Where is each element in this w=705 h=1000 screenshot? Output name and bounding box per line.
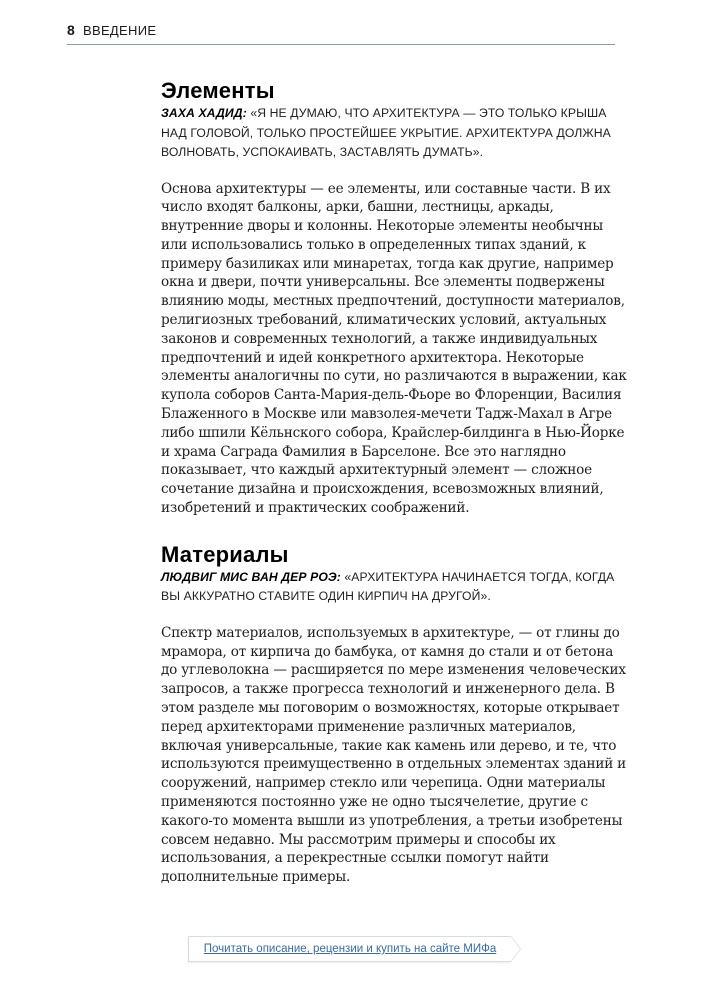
banner-arrow-fill (511, 937, 520, 961)
buy-link[interactable]: Почитать описание, рецензии и купить на сайте МИФа (203, 943, 497, 955)
quote-text: «Я НЕ ДУМАЮ, ЧТО АРХИТЕКТУРА — ЭТО ТОЛЬКО КРЫША НАД ГОЛОВОЙ, ТОЛЬКО ПРОСТЕЙШЕЕ УКРЫТИЕ. АРХИТЕКТУРА ДОЛЖНА ВОЛНОВАТЬ, УСПОКАИВАТЬ, ЗАСТАВЛЯТЬ ДУМАТЬ». (161, 106, 611, 159)
section-name: ВВЕДЕНИЕ (83, 23, 157, 38)
quote-text: «АРХИТЕКТУРА НАЧИНАЕТСЯ ТОГДА, КОГДА ВЫ АККУРАТНО СТАВИТЕ ОДИН КИРПИЧ НА ДРУГОЙ». (161, 569, 615, 604)
buy-link-banner[interactable] (188, 936, 511, 962)
main-content (161, 78, 631, 887)
epigraph-quote (161, 104, 631, 163)
quote-author: ЛЮДВИГ МИС ВАН ДЕР РОЭ: (161, 569, 341, 584)
section-materials (161, 542, 631, 887)
running-header (67, 22, 615, 45)
section-body: Основа архитектуры — ее элементы, или составные части. В их число входят балконы, арки, башни, лестницы, аркады, внутренние дворы и колонны. Некоторые элементы необычны или использовались только в определенных типах зданий, к примеру базиликах или минаретах, тогда как другие, например окна и двери, почти универсальны. Все элементы подвержены влиянию моды, местных предпочтений, доступности материалов, религиозных требований, климатических условий, актуальных законов и современных технологий, а также индивидуальных предпочтений и идей конкретного архитектора. Некоторые элементы аналогичны по сути, но различаются в выражении, как купола соборов Санта-Мария-дель-Фьоре во Флоренции, Василия Блаженного в Москве или мавзолея-мечети Тадж-Махал в Агре либо шпили Кёльнского собора, Крайслер-билдинга в Нью-Йорке и храма Саграда Фамилия в Барселоне. Все это наглядно показывает, что каждый архитектурный элемент — сложное сочетание дизайна и происхождения, всевозможных влияний, изобретений и практических соображений. (161, 180, 627, 517)
section-body: Спектр материалов, используемых в архитектуре, — от глины до мрамора, от кирпича до бамбука, от камня до стали и от бетона до углеволокна — расширяется по мере изменения человеческих запросов, а также прогресса технологий и инженерного дела. В этом разделе мы поговорим о возможностях, которые открывает перед архитекторами применение различных материалов, включая универсальные, такие как камень или дерево, и те, что используются преимущественно в отдельных элементах зданий и сооружений, например стекло или черепица. Одни материалы применяются постоянно уже не одно тысячелетие, другие с какого-то момента вышли из употребления, а третьи изобретены совсем недавно. Мы рассмотрим примеры и способы их использования, а перекрестные ссылки помогут найти дополнительные примеры. (161, 624, 627, 886)
section-title: Материалы (161, 541, 289, 567)
section-title: Элементы (161, 78, 275, 103)
epigraph-quote (161, 568, 631, 607)
quote-author: ЗАХА ХАДИД: (161, 106, 247, 120)
section-elements (161, 78, 631, 518)
page-number: 8 (67, 22, 76, 38)
